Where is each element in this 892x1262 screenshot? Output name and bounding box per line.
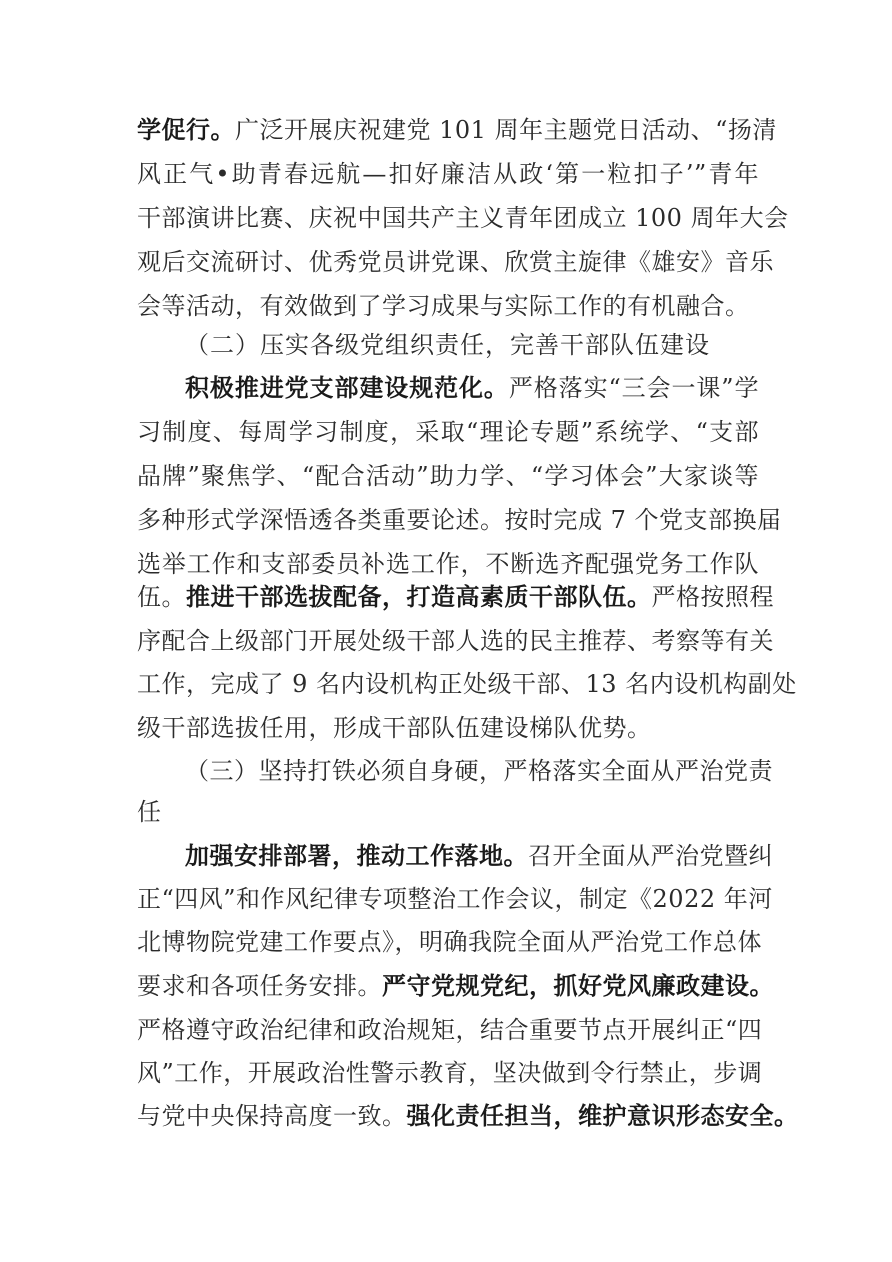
bold-phrase: 强化责任担当，维护意识形态安全。: [406, 1102, 799, 1130]
text-line: 伍。推进干部选拔配备，打造高素质干部队伍。严格按照程: [137, 583, 774, 611]
text-line: 多种形式学深悟透各类重要论述。按时完成 7 个党支部换届: [137, 506, 782, 534]
bold-phrase: 推进干部选拔配备，打造高素质干部队伍。: [186, 583, 652, 611]
text-line: 品牌”聚焦学、“配合活动”助力学、“学习体会”大家谈等: [137, 462, 759, 490]
text-line: 选举工作和支部委员补选工作，不断选齐配强党务工作队: [137, 550, 759, 578]
bold-phrase: 严守党规党纪，抓好党风廉政建设。: [382, 972, 774, 1000]
text-line: 级干部选拔任用，形成干部队伍建设梯队优势。: [137, 714, 652, 742]
text-line: 与党中央保持高度一致。强化责任担当，维护意识形态安全。: [137, 1102, 799, 1130]
text-line: 严格遵守政治纪律和政治规矩，结合重要节点开展纠正“四: [137, 1016, 763, 1044]
text-line: 要求和各项任务安排。严守党规党纪，抓好党风廉政建设。: [137, 972, 774, 1000]
bold-phrase: 积极推进党支部建设规范化。: [185, 374, 509, 402]
text-line: 学促行。广泛开展庆祝建党 101 周年主题党日活动、“扬清: [137, 116, 777, 144]
text-line: 干部演讲比赛、庆祝中国共产主义青年团成立 100 周年大会: [137, 204, 789, 232]
text-line: 习制度、每周学习制度，采取“理论专题”系统学、“支部: [137, 418, 759, 446]
section-heading-continued: 任: [137, 798, 162, 826]
text-line: 风正气•助青春远航—扣好廉洁从政‘第一粒扣子’”青年: [137, 160, 759, 188]
text-line: 风”工作，开展政治性警示教育，坚决做到令行禁止，步调: [137, 1059, 763, 1087]
text-line: 北博物院党建工作要点》，明确我院全面从严治党工作总体: [137, 928, 762, 956]
text-line: 积极推进党支部建设规范化。严格落实“三会一课”学: [185, 374, 759, 402]
bold-phrase: 加强安排部署，推动工作落地。: [185, 842, 528, 870]
bold-phrase: 学促行。: [137, 116, 235, 144]
text-line: 加强安排部署，推动工作落地。召开全面从严治党暨纠: [185, 842, 773, 870]
text-line: 正“四风”和作风纪律专项整治工作会议，制定《2022 年河: [137, 885, 773, 913]
text-line: 会等活动，有效做到了学习成果与实际工作的有机融合。: [137, 292, 750, 320]
section-heading: （二）压实各级党组织责任，完善干部队伍建设: [185, 331, 710, 359]
section-heading: （三）坚持打铁必须自身硬，严格落实全面从严治党责: [185, 757, 773, 785]
text-line: 观后交流研讨、优秀党员讲党课、欣赏主旋律《雄安》音乐: [137, 248, 774, 276]
text-line: 序配合上级部门开展处级干部人选的民主推荐、考察等有关: [137, 627, 774, 655]
text-line: 工作，完成了 9 名内设机构正处级干部、13 名内设机构副处: [137, 670, 797, 698]
